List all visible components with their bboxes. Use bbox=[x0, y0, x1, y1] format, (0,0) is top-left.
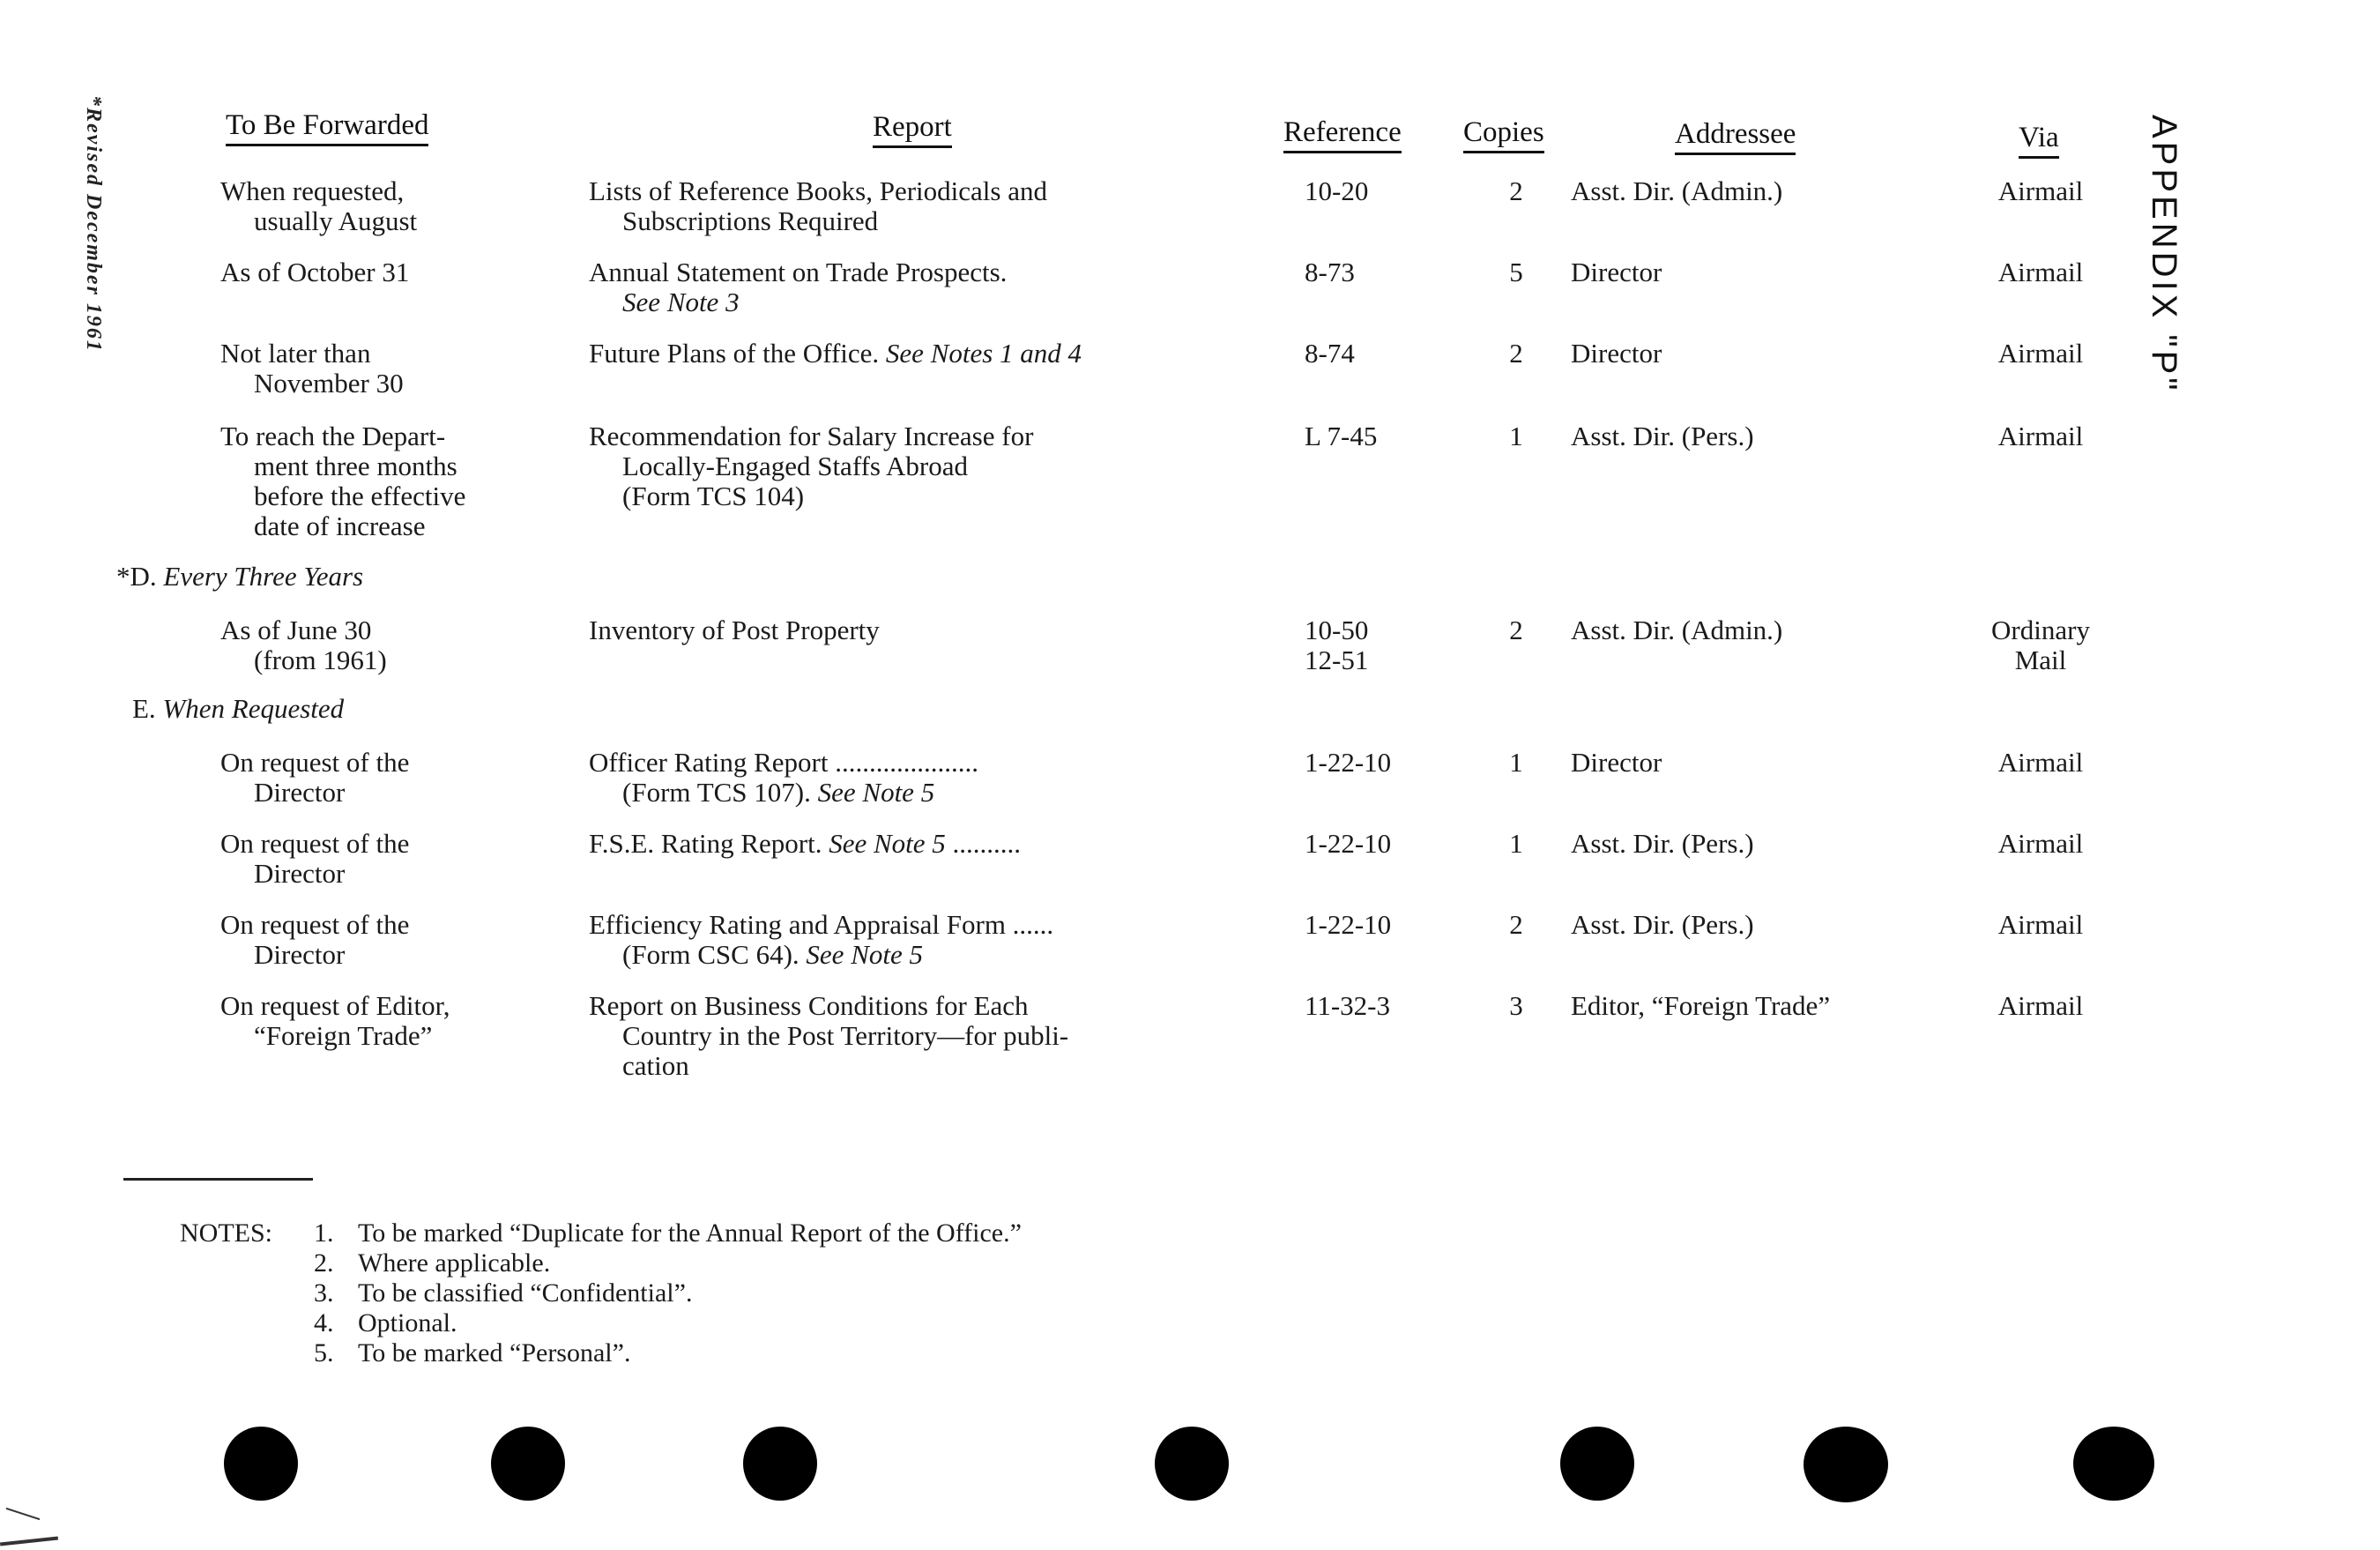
punch-hole bbox=[1804, 1427, 1888, 1502]
note-text: To be classified “Confidential”. bbox=[358, 1278, 693, 1308]
note-text: To be marked “Personal”. bbox=[358, 1338, 631, 1367]
report-line: (Form TCS 107). bbox=[622, 777, 811, 808]
note-number: 4. bbox=[314, 1308, 334, 1338]
punch-hole bbox=[224, 1427, 298, 1501]
leader-dots: .......... bbox=[952, 828, 1022, 859]
reference-value: L 7-45 bbox=[1305, 421, 1378, 451]
reference-value: 8-73 bbox=[1305, 257, 1355, 287]
reference-value: 1-22-10 bbox=[1305, 909, 1392, 940]
forward-line: Director bbox=[254, 777, 346, 808]
report-line: Report on Business Conditions for Each bbox=[589, 990, 1029, 1021]
note-number: 2. bbox=[314, 1248, 334, 1278]
via-cell bbox=[1975, 748, 2107, 778]
appendix-label: APPENDIX "P" bbox=[2145, 115, 2183, 394]
forward-line: Director bbox=[254, 939, 346, 970]
addressee-cell: Asst. Dir. (Pers.) bbox=[1571, 828, 1754, 859]
forward-line: ment three months bbox=[254, 451, 457, 481]
via-cell bbox=[1975, 176, 2107, 206]
forward-line: usually August bbox=[254, 205, 418, 236]
forward-line: When requested, bbox=[220, 175, 405, 206]
forward-line: On request of the bbox=[220, 909, 410, 940]
report-cell bbox=[589, 991, 1276, 1081]
forward-cell bbox=[220, 991, 573, 1051]
reference-cell bbox=[1305, 257, 1446, 287]
copies-cell: 2 bbox=[1509, 615, 1523, 645]
forward-line: Not later than bbox=[220, 338, 371, 369]
report-line: (Form CSC 64). bbox=[622, 939, 800, 970]
forward-line: As of October 31 bbox=[220, 257, 410, 287]
report-note: See Note 5 bbox=[806, 939, 923, 970]
via-value: Airmail bbox=[1997, 747, 2084, 778]
note-item bbox=[314, 1338, 1022, 1368]
report-cell bbox=[589, 829, 1276, 859]
report-line: Locally-Engaged Staffs Abroad bbox=[622, 451, 968, 481]
note-number: 3. bbox=[314, 1278, 334, 1308]
reference-cell bbox=[1305, 829, 1446, 859]
punch-hole bbox=[1560, 1427, 1634, 1501]
forward-cell bbox=[220, 748, 573, 808]
report-line: Efficiency Rating and Appraisal Form ...... bbox=[589, 909, 1054, 940]
forward-line: On request of Editor, bbox=[220, 990, 450, 1021]
punch-hole bbox=[2073, 1427, 2154, 1501]
note-item bbox=[314, 1308, 1022, 1338]
copies-cell: 3 bbox=[1509, 990, 1523, 1021]
addressee-cell: Director bbox=[1571, 747, 1662, 778]
forward-cell bbox=[220, 339, 573, 399]
report-line: Recommendation for Salary Increase for bbox=[589, 421, 1034, 451]
forward-line: November 30 bbox=[254, 368, 404, 399]
scan-smudge bbox=[6, 1508, 41, 1520]
punch-hole bbox=[1155, 1427, 1229, 1501]
section-heading-e bbox=[132, 693, 344, 725]
reference-value: 1-22-10 bbox=[1305, 747, 1392, 778]
via-cell bbox=[1975, 257, 2107, 287]
reference-value: 10-50 bbox=[1305, 615, 1369, 645]
note-item bbox=[314, 1278, 1022, 1308]
report-cell bbox=[589, 176, 1276, 236]
scan-smudge bbox=[0, 1537, 58, 1546]
note-text: Optional. bbox=[358, 1308, 457, 1338]
report-cell bbox=[589, 421, 1276, 511]
report-line: Annual Statement on Trade Prospects. bbox=[589, 257, 1008, 287]
report-note: See Note 5 bbox=[817, 777, 935, 808]
via-value: Airmail bbox=[1997, 421, 2084, 451]
reference-cell bbox=[1305, 421, 1446, 451]
reference-cell bbox=[1305, 176, 1446, 206]
forward-line: “Foreign Trade” bbox=[254, 1020, 433, 1051]
section-title: Every Three Years bbox=[163, 561, 364, 592]
copies-cell: 2 bbox=[1509, 175, 1523, 206]
forward-line: On request of the bbox=[220, 747, 410, 778]
note-number: 5. bbox=[314, 1338, 334, 1367]
note-item bbox=[314, 1218, 1022, 1248]
report-note: See Notes 1 and 4 bbox=[885, 338, 1082, 369]
note-item bbox=[314, 1248, 1022, 1278]
report-line: Country in the Post Territory—for publi- bbox=[622, 1020, 1069, 1051]
report-line: Subscriptions Required bbox=[622, 205, 879, 236]
copies-cell: 2 bbox=[1509, 338, 1523, 369]
header-to-be-forwarded: To Be Forwarded bbox=[226, 109, 428, 146]
note-number: 1. bbox=[314, 1218, 334, 1248]
addressee-cell: Editor, “Foreign Trade” bbox=[1571, 990, 1831, 1021]
report-line: Lists of Reference Books, Periodicals and bbox=[589, 175, 1047, 206]
forward-cell bbox=[220, 257, 573, 287]
copies-cell: 2 bbox=[1509, 909, 1523, 940]
notes-label: NOTES: bbox=[180, 1218, 272, 1248]
addressee-cell: Asst. Dir. (Pers.) bbox=[1571, 421, 1754, 451]
note-text: Where applicable. bbox=[358, 1248, 551, 1278]
report-note: See Note 3 bbox=[622, 287, 740, 317]
forward-line: As of June 30 bbox=[220, 615, 372, 645]
addressee-cell: Asst. Dir. (Admin.) bbox=[1571, 175, 1783, 206]
forward-cell bbox=[220, 421, 573, 541]
section-letter: *D. bbox=[116, 561, 157, 592]
footnote-divider bbox=[123, 1178, 313, 1181]
report-text: Future Plans of the Office. bbox=[589, 338, 880, 369]
forward-cell bbox=[220, 176, 573, 236]
reference-cell bbox=[1305, 748, 1446, 778]
header-reference: Reference bbox=[1283, 116, 1402, 153]
via-value: Airmail bbox=[1997, 909, 2084, 940]
forward-line: Director bbox=[254, 858, 346, 889]
header-copies: Copies bbox=[1463, 116, 1544, 153]
forward-cell bbox=[220, 829, 573, 889]
copies-cell: 1 bbox=[1509, 747, 1523, 778]
via-value: Ordinary bbox=[1991, 615, 2090, 645]
via-value: Airmail bbox=[1997, 257, 2084, 287]
via-value: Airmail bbox=[1997, 828, 2084, 859]
punch-hole bbox=[743, 1427, 817, 1501]
report-line: (Form TCS 104) bbox=[622, 481, 805, 511]
reference-cell bbox=[1305, 615, 1446, 675]
report-cell bbox=[589, 910, 1276, 970]
addressee-cell: Director bbox=[1571, 257, 1662, 287]
via-value: Mail bbox=[2014, 645, 2067, 675]
report-note: See Note 5 bbox=[829, 828, 946, 859]
via-cell bbox=[1975, 829, 2107, 859]
via-value: Airmail bbox=[1997, 338, 2084, 369]
copies-cell: 1 bbox=[1509, 421, 1523, 451]
section-letter: E. bbox=[132, 693, 156, 724]
via-value: Airmail bbox=[1997, 990, 2084, 1021]
via-cell bbox=[1975, 910, 2107, 940]
forward-line: On request of the bbox=[220, 828, 410, 859]
report-text: F.S.E. Rating Report. bbox=[589, 828, 822, 859]
forward-line: (from 1961) bbox=[254, 645, 387, 675]
report-cell bbox=[589, 257, 1276, 317]
reference-cell bbox=[1305, 991, 1446, 1021]
forward-line: To reach the Depart- bbox=[220, 421, 446, 451]
copies-cell: 1 bbox=[1509, 828, 1523, 859]
reference-value: 8-74 bbox=[1305, 338, 1355, 369]
note-text: To be marked “Duplicate for the Annual Report of the Office.” bbox=[358, 1218, 1022, 1248]
report-cell bbox=[589, 339, 1276, 369]
reference-value: 11-32-3 bbox=[1305, 990, 1390, 1021]
copies-cell: 5 bbox=[1509, 257, 1523, 287]
forward-cell bbox=[220, 615, 573, 675]
via-value: Airmail bbox=[1997, 175, 2084, 206]
section-title: When Requested bbox=[162, 693, 345, 724]
report-line: cation bbox=[622, 1050, 689, 1081]
report-cell bbox=[589, 615, 1276, 645]
header-report: Report bbox=[873, 111, 952, 148]
forward-line: before the effective bbox=[254, 481, 466, 511]
notes-list bbox=[314, 1218, 1022, 1368]
via-cell bbox=[1975, 339, 2107, 369]
revision-note: *Revised December 1961 bbox=[82, 95, 105, 353]
via-cell bbox=[1975, 991, 2107, 1021]
reference-value: 10-20 bbox=[1305, 175, 1369, 206]
report-line: Inventory of Post Property bbox=[589, 615, 880, 645]
report-cell bbox=[589, 748, 1276, 808]
addressee-cell: Asst. Dir. (Pers.) bbox=[1571, 909, 1754, 940]
section-heading-d bbox=[116, 561, 363, 592]
reference-cell bbox=[1305, 339, 1446, 369]
via-cell bbox=[1975, 421, 2107, 451]
reference-value: 1-22-10 bbox=[1305, 828, 1392, 859]
forward-line: date of increase bbox=[254, 510, 426, 541]
reference-cell bbox=[1305, 910, 1446, 940]
reference-value: 12-51 bbox=[1305, 645, 1369, 675]
punch-hole bbox=[491, 1427, 565, 1501]
forward-cell bbox=[220, 910, 573, 970]
addressee-cell: Director bbox=[1571, 338, 1662, 369]
header-addressee: Addressee bbox=[1675, 118, 1796, 155]
addressee-cell: Asst. Dir. (Admin.) bbox=[1571, 615, 1783, 645]
via-cell bbox=[1975, 615, 2107, 675]
report-line: Officer Rating Report ..................... bbox=[589, 747, 978, 778]
header-via: Via bbox=[2019, 122, 2059, 159]
